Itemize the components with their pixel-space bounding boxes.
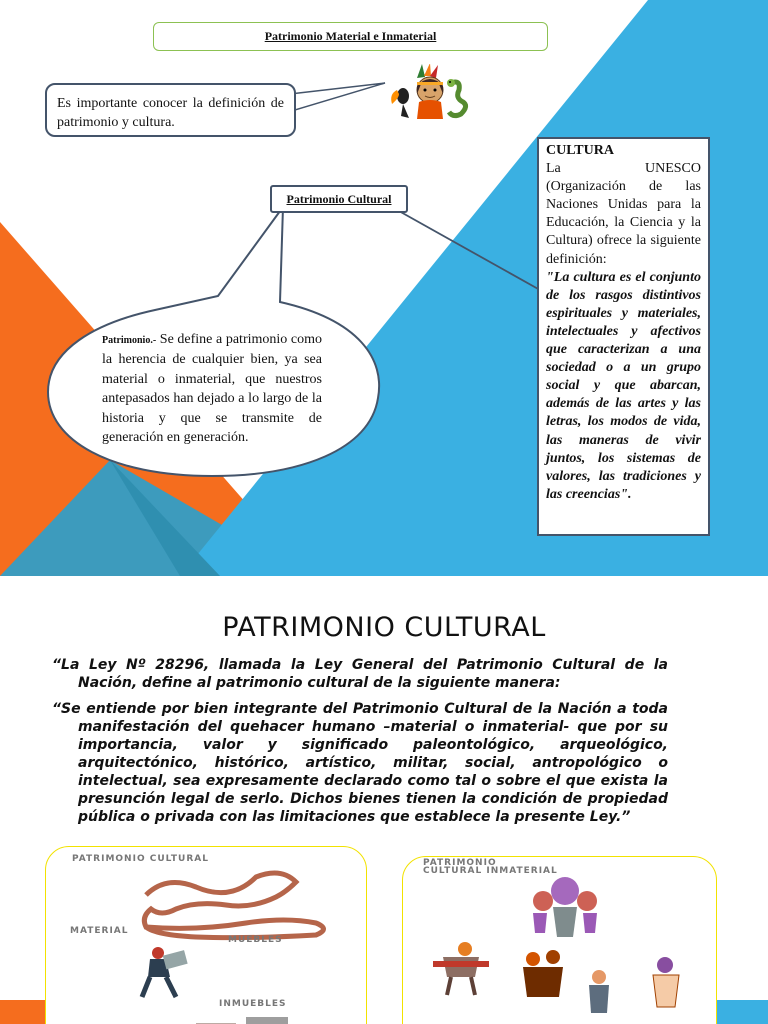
card-title-line2: CULTURAL INMATERIAL — [423, 866, 558, 876]
definition-paragraph: “Se entiende por bien integrante del Patrimonio Cultural de la Nación a toda manifestación del quehacer humano –material o inmaterial- que por su importancia, valor y significado paleontológico, arqueológico, arquitectónico, histórico, artístico, militar, social, antropológico o intelectual, sea expresamente declarado como tal o sobre el que exista la presunción legal de serlo. Dichos bienes tienen la condición de propiedad pública o privada con las limitaciones que establece la presente Ley.” — [52, 701, 668, 825]
law-paragraph: “La Ley Nº 28296, llamada la Ley General del Patrimonio Cultural de la Nación, define al patrimonio cultural de la siguiente manera: — [52, 657, 668, 691]
callout-tail — [290, 83, 385, 110]
patrimonio-lead: Patrimonio.- — [102, 335, 157, 346]
muebles-label: MUEBLES — [228, 935, 283, 945]
slide-2 — [0, 596, 768, 1024]
indigenous-mascot-icon — [389, 64, 471, 120]
card-title: PATRIMONIO CULTURAL — [72, 854, 209, 864]
inmuebles-label: INMUEBLES — [219, 999, 287, 1009]
winding-road-icon — [144, 873, 323, 938]
patrimonio-cultural-label: Patrimonio Cultural — [270, 185, 408, 213]
worker-icon — [142, 947, 188, 997]
blue-strip — [717, 1000, 768, 1024]
dancer-right-icon — [653, 957, 679, 1007]
intangible-heritage-card — [402, 856, 717, 1024]
dancers-icon — [533, 877, 597, 937]
cultura-heading: CULTURA — [546, 143, 614, 158]
material-heritage-card — [45, 846, 367, 1024]
definition-callout: Es importante conocer la definición de patrimonio y cultura. — [45, 83, 296, 137]
patrimonio-definition — [102, 330, 322, 447]
patrimonio-text: Se define a patrimonio como la herencia de cualquier bien, ya sea material o inmaterial, que nuestros antepasados han dejado a lo largo de la historia y que se transmite de generación en generación. — [102, 332, 322, 446]
person-icon — [589, 970, 609, 1013]
group-people-icon — [523, 950, 563, 997]
intangible-illustration — [403, 857, 717, 1024]
cultura-quote: "La cultura es el conjunto de los rasgos distintivos espirituales y materiales, intelectuales y afectivos que caracterizan a una sociedad o a un grupo social y que abarcan, además de las artes y las letras, los modos de vida, las maneras de vivir juntos, los sistemas de valores, las tradiciones y las creencias". — [546, 269, 701, 502]
building-icon — [196, 1017, 288, 1024]
material-label: MATERIAL — [70, 926, 129, 936]
musician-icon — [433, 942, 489, 995]
cultura-intro: La UNESCO (Organización de las Naciones Unidas para la Educación, la Ciencia y la Cultura) ofrece la siguiente definición: — [546, 161, 701, 267]
orange-strip — [0, 1000, 45, 1024]
cultura-box — [537, 137, 710, 536]
slide-title: Patrimonio Material e Inmaterial — [153, 22, 548, 51]
card-title-line1: PATRIMONIO — [423, 858, 497, 868]
slide-2-title: PATRIMONIO CULTURAL — [222, 612, 546, 643]
